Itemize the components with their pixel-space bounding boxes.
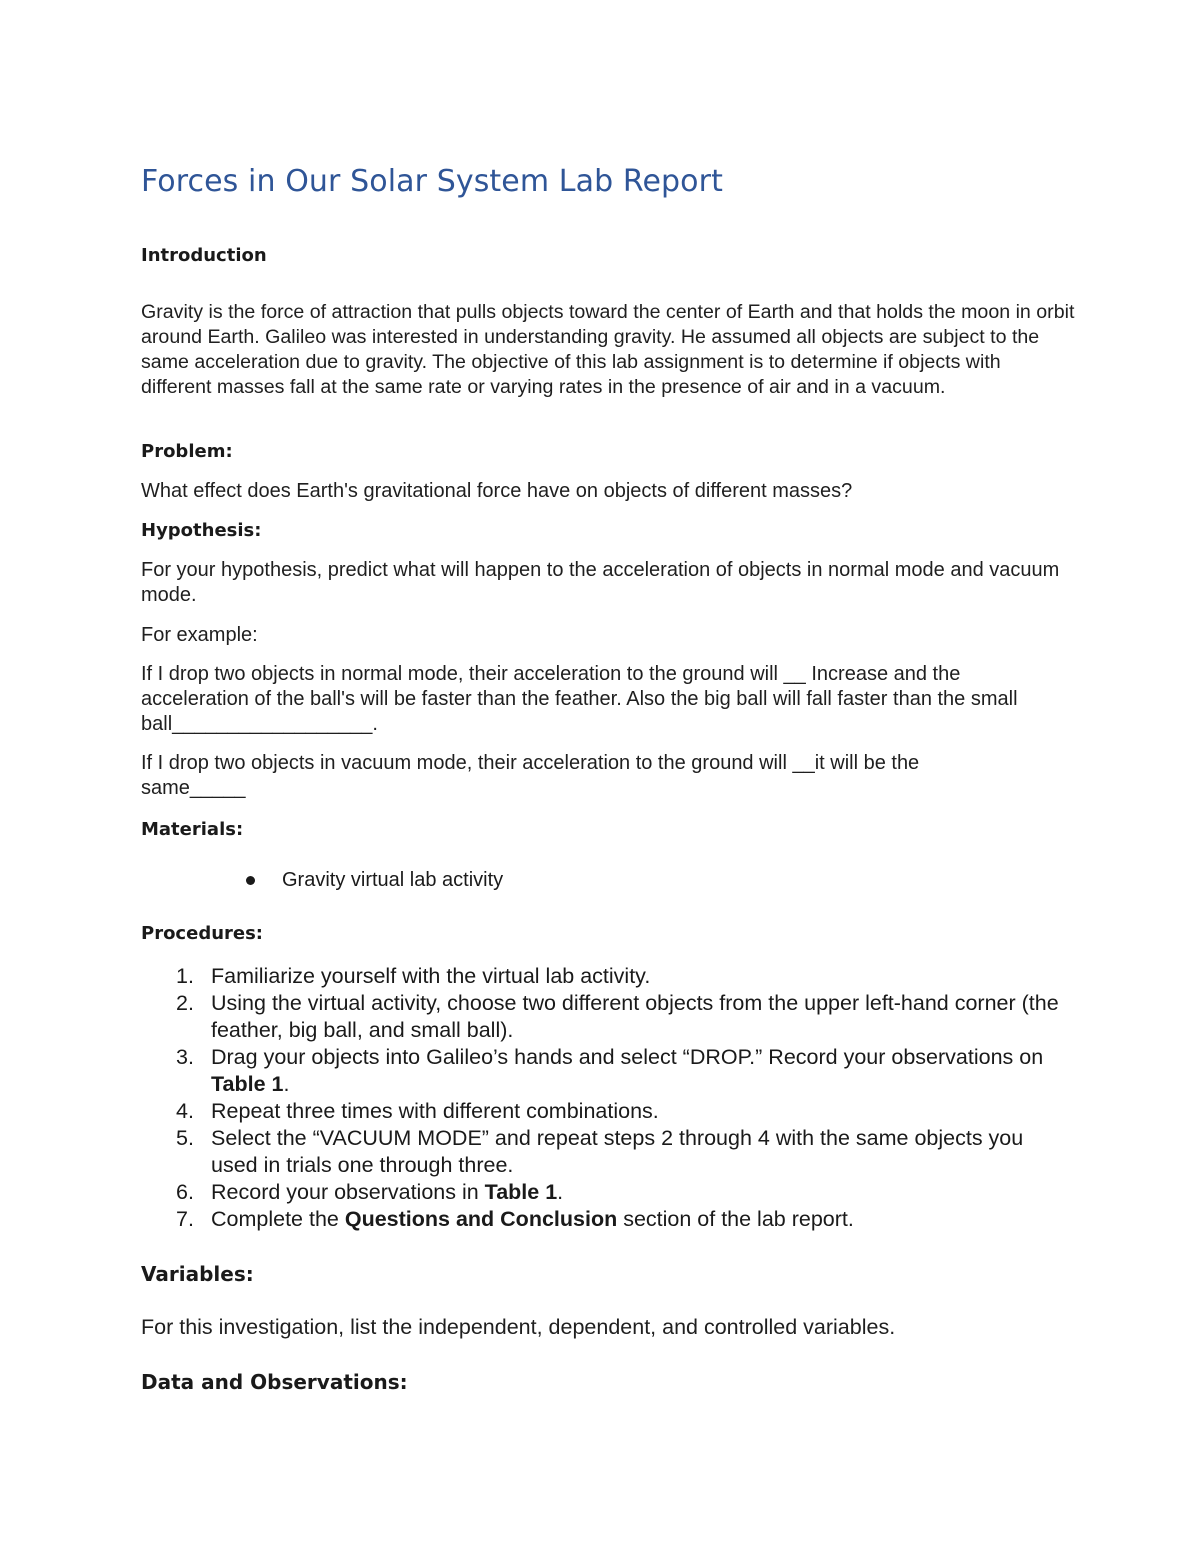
vacuum-mode-hypothesis: If I drop two objects in vacuum mode, their acceleration to the ground will __it will be the same_____ — [141, 752, 920, 799]
step-bold-text: Questions and Conclusion — [344, 1207, 618, 1231]
list-item — [0, 1206, 1071, 1233]
step-number: 7. — [176, 1207, 194, 1231]
list-item — [0, 1125, 1071, 1179]
step-text: Record your observations in — [211, 1180, 485, 1204]
step-number: 5. — [176, 1126, 194, 1150]
step-number: 1. — [176, 964, 194, 988]
procedures-heading: Procedures: — [141, 923, 264, 944]
hypothesis-heading: Hypothesis: — [141, 520, 262, 541]
problem-heading: Problem: — [141, 441, 233, 462]
data-observations-heading: Data and Observations: — [141, 1370, 408, 1394]
list-item — [0, 1098, 1071, 1125]
step-number: 4. — [176, 1099, 194, 1123]
introduction-heading: Introduction — [141, 245, 267, 266]
step-text: Repeat three times with different combinations. — [211, 1099, 659, 1123]
step-bold-text: Table 1 — [211, 1072, 284, 1096]
bullet-icon — [246, 876, 255, 885]
materials-heading: Materials: — [141, 819, 244, 840]
step-number: 3. — [176, 1045, 194, 1069]
step-text-end: section of the lab report. — [617, 1207, 854, 1231]
step-text-end: . — [557, 1180, 564, 1204]
step-text: Select the “VACUUM MODE” and repeat steps 2 through 4 with the same objects you used in trials one through three. — [211, 1126, 1024, 1177]
procedures-list — [0, 963, 1200, 1233]
list-item — [0, 1179, 1071, 1206]
variables-heading: Variables: — [141, 1262, 254, 1286]
hypothesis-instruction: For your hypothesis, predict what will happen to the acceleration of objects in normal mode and vacuum mode. — [141, 559, 1060, 606]
list-item — [0, 1044, 1071, 1098]
step-bold-text: Table 1 — [484, 1180, 558, 1204]
step-text: Drag your objects into Galileo’s hands and select “DROP.” Record your observations on — [211, 1045, 1044, 1069]
list-item — [0, 963, 1071, 990]
step-number: 6. — [176, 1180, 194, 1204]
step-text: Complete the — [211, 1207, 345, 1231]
problem-text: What effect does Earth's gravitational force have on objects of different masses? — [141, 480, 853, 502]
example-label: For example: — [141, 624, 258, 646]
step-text: Familiarize yourself with the virtual lab activity. — [211, 964, 651, 988]
list-item: Gravity virtual lab activity — [282, 869, 504, 891]
introduction-text: Gravity is the force of attraction that pulls objects toward the center of Earth and that holds the moon in orbit around Earth. Galileo was interested in understanding gravity. He assumed all objects are subject to the same acceleration due to gravity. The objective of this lab assignment is to determine if objects with different masses fall at the same rate or varying rates in the presence of air and in a vacuum. — [141, 301, 1075, 398]
step-text: Using the virtual activity, choose two different objects from the upper left-hand corner (the feather, big ball, and small ball). — [211, 991, 1059, 1042]
step-text-end: . — [283, 1072, 290, 1096]
step-number: 2. — [176, 991, 194, 1015]
list-item — [0, 990, 1071, 1044]
normal-mode-hypothesis: If I drop two objects in normal mode, their acceleration to the ground will __ Increase and the acceleration of the ball's will be faster than the feather. Also the big ball will fall faster than the small ball__________________. — [141, 663, 1018, 735]
document-title: Forces in Our Solar System Lab Report — [141, 164, 723, 199]
variables-text: For this investigation, list the independent, dependent, and controlled variables. — [141, 1315, 896, 1339]
